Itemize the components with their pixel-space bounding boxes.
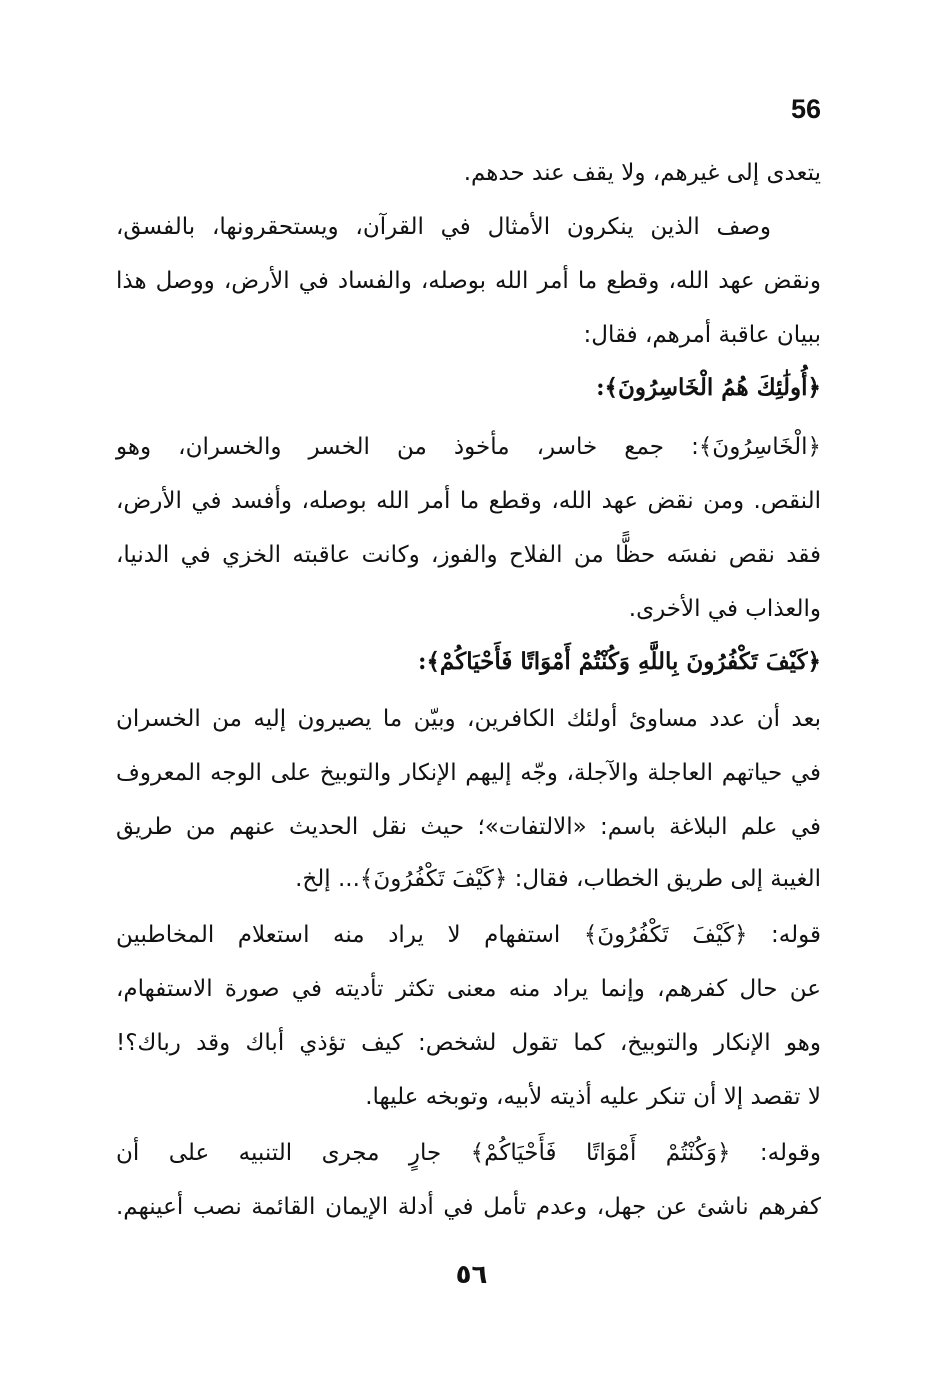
text-line: يتعدى إلى غيرهم، ولا يقف عند حدهم. xyxy=(463,160,821,186)
text-line: قوله: ﴿كَيْفَ تَكْفُرُونَ﴾ استفهام لا يراد منه استعلام المخاطبين xyxy=(116,922,821,948)
text-line: في علم البلاغة باسم: «الالتفات»؛ حيث نقل الحديث عنهم من طريق xyxy=(116,814,821,840)
text-line: ﴿الْخَاسِرُونَ﴾: جمع خاسر، مأخوذ من الخسر والخسران، وهو xyxy=(116,434,821,460)
text-line: والعذاب في الأخرى. xyxy=(628,596,821,622)
text-line: وقوله: ﴿وَكُنْتُمْ أَمْوَاتًا فَأَحْيَاكُمْ﴾ جارٍ مجرى التنبيه على أن xyxy=(116,1140,821,1166)
text-line: ببيان عاقبة أمرهم، فقال: xyxy=(583,322,821,348)
quran-verse-heading: ﴿أُولَٰئِكَ هُمُ الْخَاسِرُونَ﴾: xyxy=(596,374,821,401)
text-line: في حياتهم العاجلة والآجلة، وجّه إليهم الإنكار والتوبيخ على الوجه المعروف xyxy=(116,760,821,786)
text-line: ونقض عهد الله، وقطع ما أمر الله بوصله، والفساد في الأرض، ووصل هذا xyxy=(116,268,821,294)
quran-verse-heading: ﴿كَيْفَ تَكْفُرُونَ بِاللَّهِ وَكُنْتُمْ أَمْوَاتًا فَأَحْيَاكُمْ﴾: xyxy=(417,648,821,675)
text-line: كفرهم ناشئ عن جهل، وعدم تأمل في أدلة الإيمان القائمة نصب أعينهم. xyxy=(116,1194,821,1220)
page-number-bottom: ٥٦ xyxy=(455,1260,488,1290)
text-line: الغيبة إلى طريق الخطاب، فقال: ﴿كَيْفَ تَكْفُرُونَ﴾... إلخ. xyxy=(295,866,821,892)
text-line: وصف الذين ينكرون الأمثال في القرآن، ويستحقرونها، بالفسق، xyxy=(116,214,771,240)
page-number-top: 56 xyxy=(790,94,821,124)
text-line: بعد أن عدد مساوئ أولئك الكافرين، وبيّن ما يصيرون إليه من الخسران xyxy=(116,706,821,732)
text-line: فقد نقص نفسَه حظًّا من الفلاح والفوز، وكانت عاقبته الخزي في الدنيا، xyxy=(116,542,821,568)
text-line: النقص. ومن نقض عهد الله، وقطع ما أمر الله بوصله، وأفسد في الأرض، xyxy=(116,488,821,514)
text-line: وهو الإنكار والتوبيخ، كما تقول لشخص: كيف تؤذي أباك وقد رباك؟! xyxy=(116,1030,821,1056)
text-line: عن حال كفرهم، وإنما يراد منه معنى تكثر تأديته في صورة الاستفهام، xyxy=(116,976,821,1002)
text-line: لا تقصد إلا أن تنكر عليه أذيته لأبيه، وتوبخه عليها. xyxy=(365,1084,821,1110)
